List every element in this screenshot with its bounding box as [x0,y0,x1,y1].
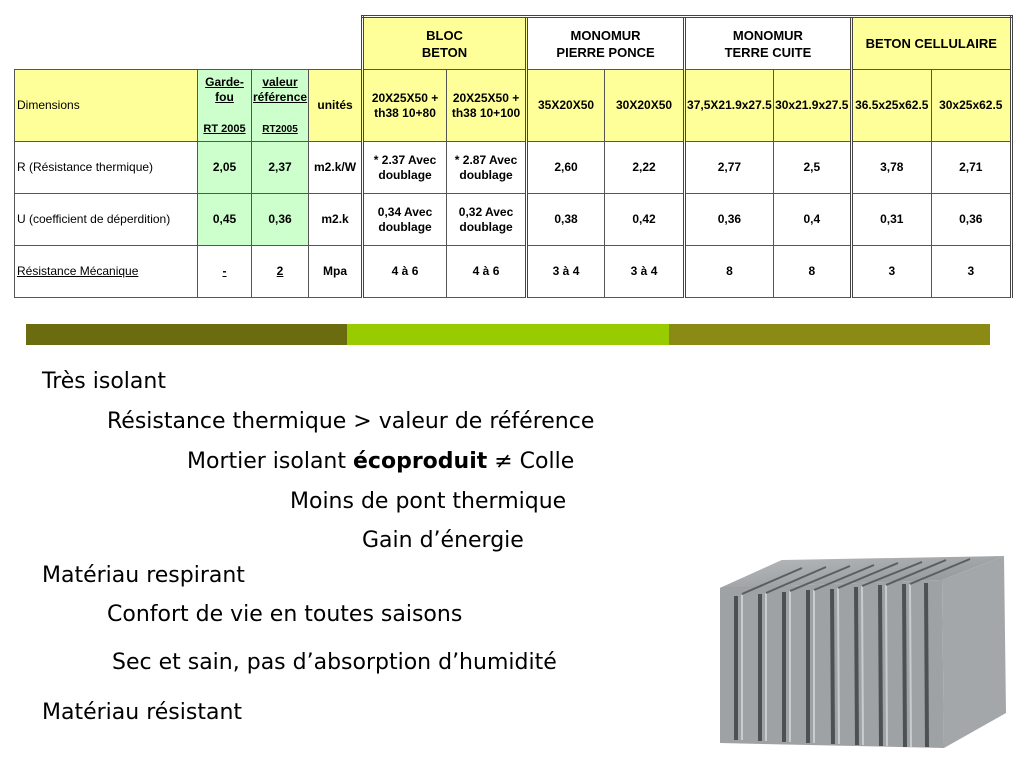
table-row [15,194,1012,246]
decorative-color-bar [26,324,990,345]
value-cell: 0,42 [605,194,685,246]
value-cell: 2,71 [931,142,1011,194]
garde-fou-value: 0,45 [198,194,252,246]
value-cell: 3 [851,246,931,298]
bar-segment-dark-olive [26,324,347,345]
text-sec-et-sain: Sec et sain, pas d’absorption d’humidité [112,650,557,675]
value-cell: 0,38 [527,194,605,246]
row-label: R (Résistance thermique) [15,142,198,194]
table-row [15,246,1012,298]
value-cell: 4 à 6 [363,246,447,298]
text-tres-isolant: Très isolant [42,369,166,394]
row-label: Résistance Mécanique [15,246,198,298]
value-cell: 3 à 4 [527,246,605,298]
value-cell: 0,34 Avec doublage [363,194,447,246]
materials-comparison-table [14,15,1013,298]
dimension-cell: 35X20X50 [527,70,605,142]
group-header-terre-cuite: MONOMUR TERRE CUITE [685,17,852,70]
table-row [15,142,1012,194]
text-confort: Confort de vie en toutes saisons [107,602,463,627]
text-mortier-isolant: Mortier isolant écoproduit ≠ Colle [187,449,575,474]
value-cell: 0,32 Avec doublage [447,194,527,246]
group-header-bloc-beton: BLOC BETON [363,17,527,70]
bar-segment-olive [669,324,990,345]
unit-value: Mpa [309,246,363,298]
valeur-reference-value: 0,36 [252,194,309,246]
text-gain-energie: Gain d’énergie [362,528,524,553]
dimension-cell: 37,5X21.9x27.5 [685,70,774,142]
dimension-cell: 20X25X50 + th38 10+100 [447,70,527,142]
row-label: U (coefficient de déperdition) [15,194,198,246]
valeur-reference-header: valeur référence RT2005 [252,70,309,142]
garde-fou-value: 2,05 [198,142,252,194]
value-cell: 8 [773,246,851,298]
value-cell: 2,5 [773,142,851,194]
dimension-cell: 30x21.9x27.5 [773,70,851,142]
value-cell: 2,22 [605,142,685,194]
dimension-cell: 20X25X50 + th38 10+80 [363,70,447,142]
text-materiau-resistant: Matériau résistant [42,700,243,725]
value-cell: 2,77 [685,142,774,194]
bar-segment-lime [347,324,669,345]
value-cell: 4 à 6 [447,246,527,298]
value-cell: 8 [685,246,774,298]
group-header-beton-cellulaire: BETON CELLULAIRE [851,17,1011,70]
dimension-cell: 30x25x62.5 [931,70,1011,142]
text-pont-thermique: Moins de pont thermique [290,489,567,514]
garde-fou-value: - [198,246,252,298]
text-materiau-respirant: Matériau respirant [42,563,245,588]
dimensions-label: Dimensions [15,70,198,142]
dimension-cell: 36.5x25x62.5 [851,70,931,142]
hollow-brick-photo-icon [712,548,1012,758]
unit-value: m2.k [309,194,363,246]
garde-fou-header: Garde-fou RT 2005 [198,70,252,142]
valeur-reference-value: 2,37 [252,142,309,194]
value-cell: 0,36 [685,194,774,246]
value-cell: 0,36 [931,194,1011,246]
value-cell: 3,78 [851,142,931,194]
valeur-reference-value: 2 [252,246,309,298]
unit-value: m2.k/W [309,142,363,194]
group-header-pierre-ponce: MONOMUR PIERRE PONCE [527,17,685,70]
text-resistance-thermique: Résistance thermique > valeur de référence [107,409,595,434]
value-cell: 0,4 [773,194,851,246]
dimension-cell: 30X20X50 [605,70,685,142]
value-cell: 0,31 [851,194,931,246]
value-cell: * 2.87 Avec doublage [447,142,527,194]
unites-header: unités [309,70,363,142]
value-cell: * 2.37 Avec doublage [363,142,447,194]
value-cell: 3 [931,246,1011,298]
value-cell: 3 à 4 [605,246,685,298]
value-cell: 2,60 [527,142,605,194]
